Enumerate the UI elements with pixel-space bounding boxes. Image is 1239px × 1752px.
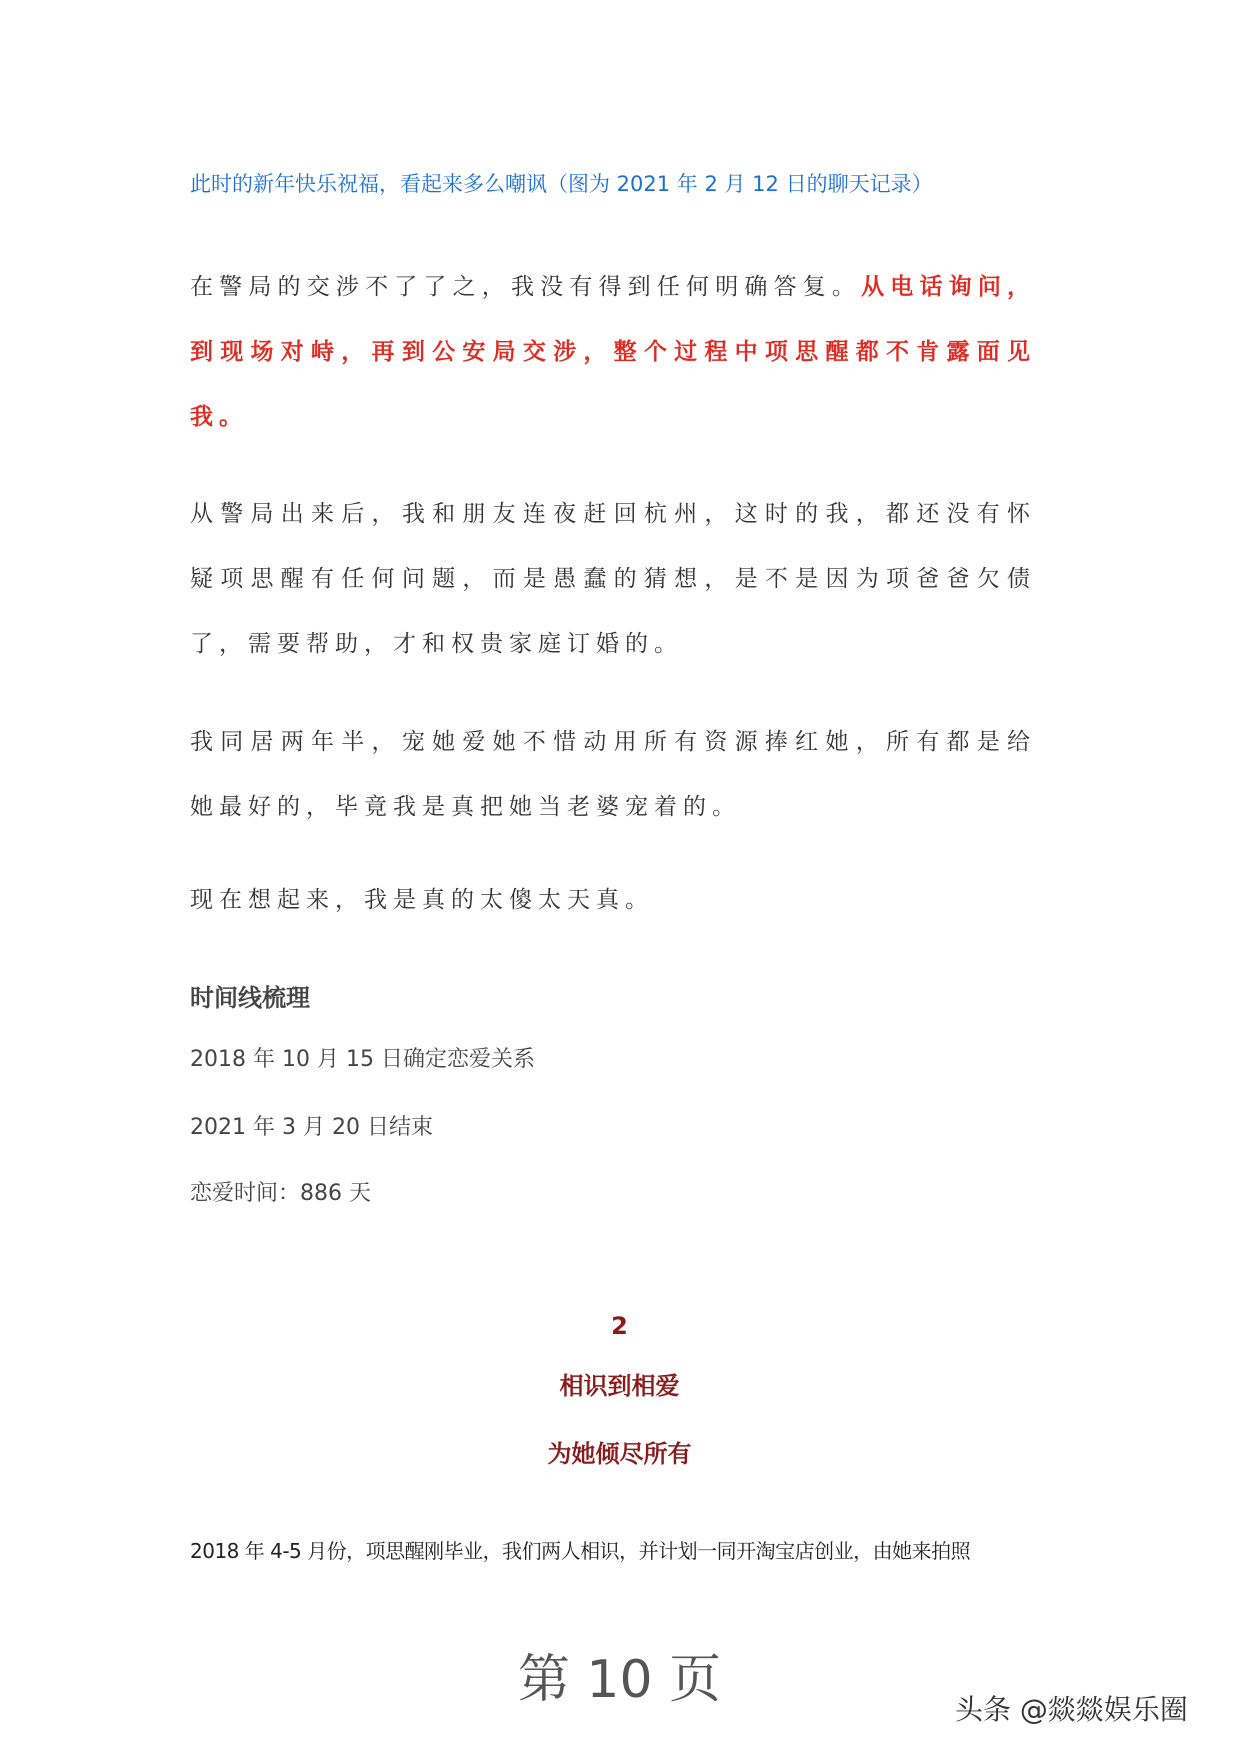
timeline-heading: 时间线梳理 bbox=[190, 984, 310, 1012]
page-number: 第 10 页 bbox=[517, 1650, 722, 1710]
section-title: 相识到相爱 bbox=[559, 1372, 680, 1400]
image-caption: 此时的新年快乐祝福，看起来多么嘲讽（图为 2021 年 2 月 12 日的聊天记录） bbox=[190, 172, 933, 196]
section-number: 2 bbox=[611, 1312, 628, 1340]
paragraph-line bbox=[190, 276, 1036, 299]
normal-text: 在警局的交涉不了了之，我没有得到任何明确答复。 bbox=[190, 274, 862, 300]
highlight-text: 从电话询问， bbox=[861, 274, 1037, 300]
timeline-item: 2018 年 10 月 15 日确定恋爱关系 bbox=[190, 1047, 535, 1072]
highlight-line: 我。 bbox=[190, 404, 248, 430]
timeline-item: 2021 年 3 月 20 日结束 bbox=[190, 1115, 433, 1140]
paragraph-line: 疑项思醒有任何问题，而是愚蠢的猜想，是不是因为项爸爸欠债 bbox=[190, 566, 1036, 592]
highlight-line: 到现场对峙，再到公安局交涉，整个过程中项思醒都不肯露面见 bbox=[190, 339, 1036, 365]
paragraph-line: 我同居两年半，宠她爱她不惜动用所有资源捧红她，所有都是给 bbox=[190, 729, 1036, 755]
paragraph-line: 了，需要帮助，才和权贵家庭订婚的。 bbox=[190, 631, 683, 657]
paragraph-line: 从警局出来后，我和朋友连夜赶回杭州，这时的我，都还没有怀 bbox=[190, 501, 1036, 527]
paragraph-line: 现在想起来，我是真的太傻太天真。 bbox=[190, 887, 654, 913]
paragraph-line: 她最好的，毕竟我是真把她当老婆宠着的。 bbox=[190, 794, 741, 820]
watermark: 头条 @燚燚娱乐圈 bbox=[955, 1693, 1188, 1726]
timeline-item: 恋爱时间：886 天 bbox=[190, 1181, 371, 1206]
paragraph-line: 2018 年 4-5 月份，项思醒刚毕业，我们两人相识，并计划一同开淘宝店创业，由她来拍照 bbox=[190, 1539, 971, 1563]
section-subtitle: 为她倾尽所有 bbox=[547, 1440, 692, 1468]
